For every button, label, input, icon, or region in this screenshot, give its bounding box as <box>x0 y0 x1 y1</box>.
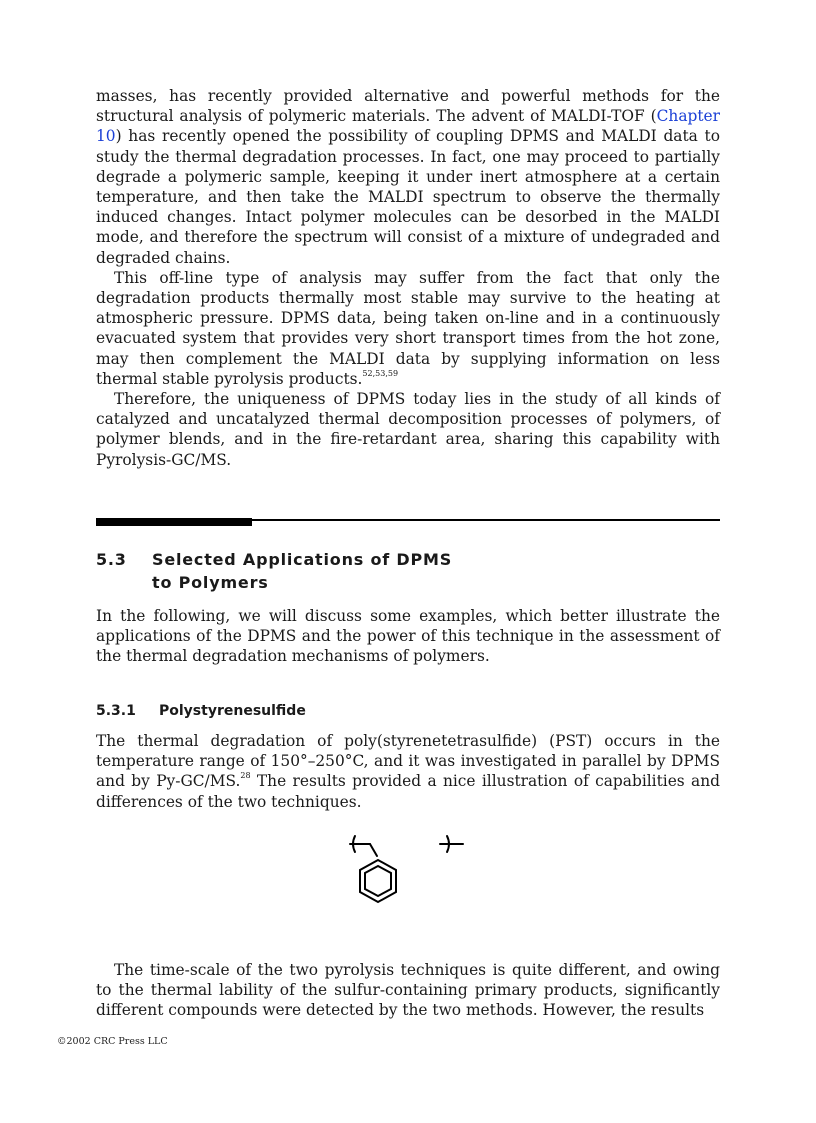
continuation-text <box>96 960 720 1021</box>
section-title: Selected Applications of DPMS to Polymers <box>152 550 453 592</box>
citation-refs: 52,53,59 <box>362 368 399 378</box>
intro-paragraph-1: masses, has recently provided alternative and powerful methods for the structural analysis of polymeric materials. The advent of MALDI-TOF (Chapter 10) has recently opened the possibility of coupling DPMS and MALDI data to study the thermal degradation processes. In fact, one may proceed to partially degrade a polymeric sample, keeping it under inert atmosphere at a certain temperature, and then take the MALDI spectrum to observe the thermally induced changes. Intact polymer molecules can be desorbed in the MALDI mode, and therefore the spectrum will consist of a mixture of undegraded and degraded chains. <box>96 87 720 267</box>
citation-ref: 28 <box>240 771 251 781</box>
subsection-body <box>96 731 720 812</box>
subsection-number: 5.3.1 <box>96 703 136 719</box>
copyright-footer: ©2002 CRC Press LLC <box>57 1036 168 1047</box>
section-body <box>96 606 720 667</box>
intro-text <box>96 86 720 470</box>
subsection-title: Polystyrenesulfide <box>159 703 306 719</box>
section-paragraph: In the following, we will discuss some examples, which better illustrate the applications of the DPMS and the power of this technique in the assessment of the thermal degradation mechanisms of polymers. <box>96 607 720 666</box>
ring-bond <box>370 844 377 856</box>
pst-structure-diagram <box>340 828 480 910</box>
chapter-10-link[interactable]: Chapter 10 <box>96 107 720 146</box>
section-number: 5.3 <box>96 550 127 569</box>
section-divider <box>96 518 720 527</box>
subsection-paragraph: The thermal degradation of poly(styrenetetrasulfide) (PST) occurs in the temperature range of 150°–250°C, and it was investigated in parallel by DPMS and by Py-GC/MS.$^{28}$ The results provided a nice illustration of capabilities and differences of the two techniques. <box>96 732 720 811</box>
intro-paragraph-3: Therefore, the uniqueness of DPMS today lies in the study of all kinds of catalyzed and uncatalyzed thermal decomposition processes of polymers, of polymer blends, and in the fire-retardant area, sharing this capability with Pyrolysis-GC/MS. <box>96 390 720 469</box>
benzene-inner-ring <box>365 866 391 896</box>
continuation-paragraph: The time-scale of the two pyrolysis techniques is quite different, and owing to the thermal lability of the sulfur-containing primary products, significantly different compounds were detected by the two methods. However, the results <box>96 961 720 1020</box>
intro-paragraph-2: This off-line type of analysis may suffer from the fact that only the degradation products thermally most stable may survive to the heating at atmospheric pressure. DPMS data, being taken on-line and in a continuously evacuated system that provides very short transport times from the hot zone, may then complement the MALDI data by supplying information on less thermal stable pyrolysis products.$^{52,53,59}$ <box>96 268 720 388</box>
